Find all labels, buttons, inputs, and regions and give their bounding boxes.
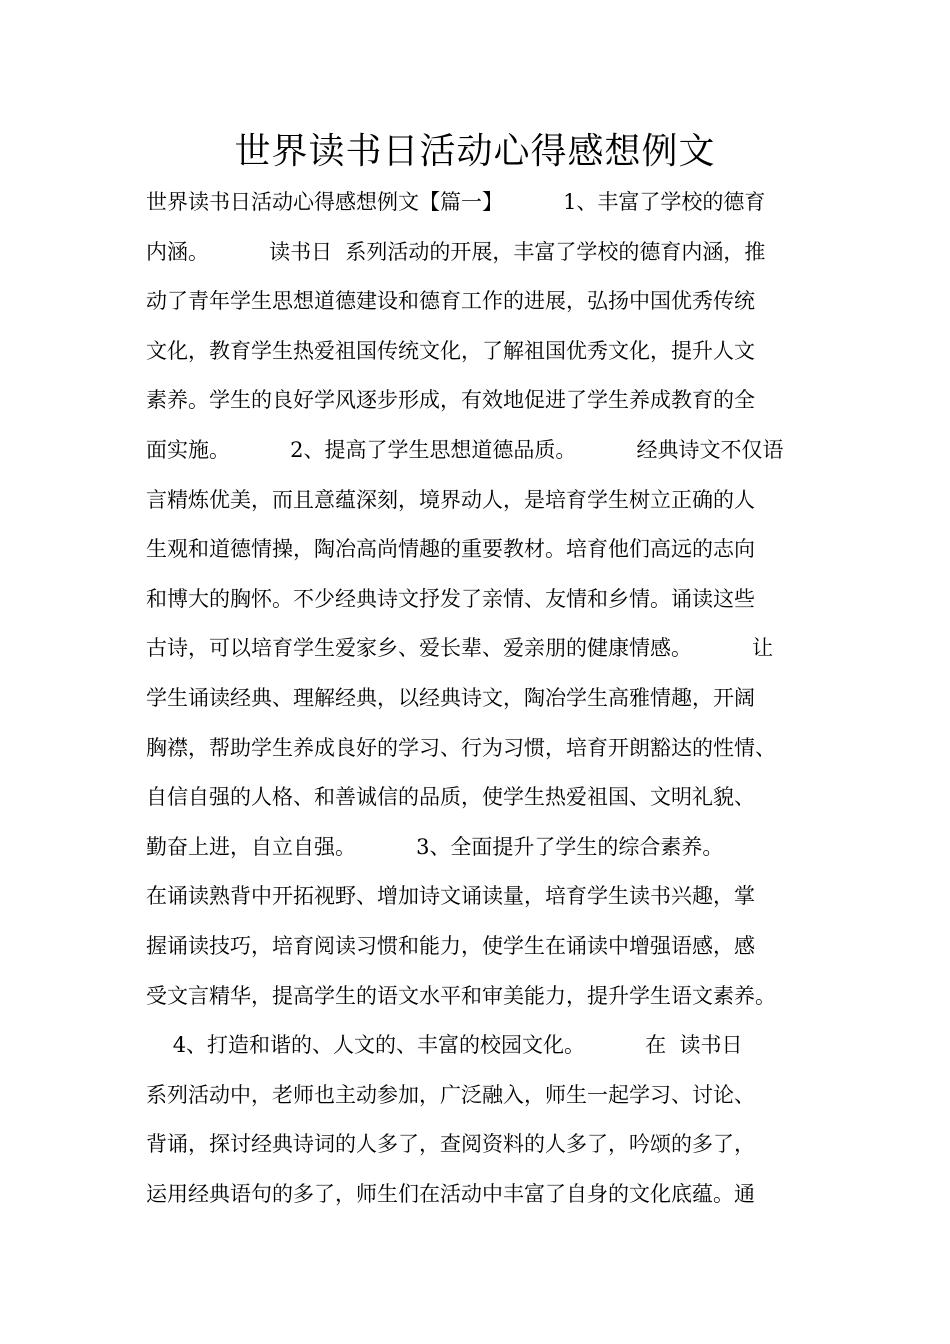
document-body xyxy=(146,178,826,1219)
text-line: 学生诵读经典、理解经典，以经典诗文，陶冶学生高雅情趣，开阔 xyxy=(146,685,755,710)
text-line: 面实施。 2、提高了学生思想道德品质。 经典诗文不仅语 xyxy=(146,437,784,462)
text-line: 和博大的胸怀。不少经典诗文抒发了亲情、友情和乡情。诵读这些 xyxy=(146,586,755,611)
document-title: 世界读书日活动心得感想例文 xyxy=(234,131,716,172)
text-line: 系列活动中，老师也主动参加，广泛融入，师生一起学习、讨论、 xyxy=(146,1082,755,1107)
text-line: 动了青年学生思想道德建设和德育工作的进展，弘扬中国优秀传统 xyxy=(146,289,755,314)
text-line: 古诗，可以培育学生爱家乡、爱长辈、爱亲朋的健康情感。 让 xyxy=(146,636,774,661)
text-line: 握诵读技巧，培育阅读习惯和能力，使学生在诵读中增强语感，感 xyxy=(146,933,755,958)
text-line: 生观和道德情操，陶冶高尚情趣的重要教材。培育他们高远的志向 xyxy=(146,537,755,562)
text-line: 自信自强的人格、和善诚信的品质，使学生热爱祖国、文明礼貌、 xyxy=(146,785,755,810)
text-line: 言精炼优美，而且意蕴深刻，境界动人，是培育学生树立正确的人 xyxy=(146,487,755,512)
text-line: 运用经典语句的多了，师生们在活动中丰富了自身的文化底蕴。通 xyxy=(146,1181,755,1206)
text-line: 文化，教育学生热爱祖国传统文化，了解祖国优秀文化，提升人文 xyxy=(146,338,755,363)
text-line: 世界读书日活动心得感想例文【篇一】 1、丰富了学校的德育 xyxy=(146,190,766,214)
text-line: 4、打造和谐的、人文的、丰富的校园文化。 在 读书日 xyxy=(146,1033,743,1058)
text-line: 勤奋上进，自立自强。 3、全面提升了学生的综合素养。 xyxy=(146,834,724,859)
text-line: 在诵读熟背中开拓视野、增加诗文诵读量，培育学生读书兴趣，掌 xyxy=(146,884,755,909)
text-line: 受文言精华，提高学生的语文水平和审美能力，提升学生语文素养。 xyxy=(146,983,776,1008)
text-line: 内涵。 读书日 系列活动的开展，丰富了学校的德育内涵，推 xyxy=(146,239,766,264)
text-line: 素养。学生的良好学风逐步形成，有效地促进了学生养成教育的全 xyxy=(146,388,755,413)
text-line: 背诵，探讨经典诗词的人多了，查阅资料的人多了，吟颂的多了， xyxy=(146,1132,755,1157)
text-line: 胸襟，帮助学生养成良好的学习、行为习惯，培育开朗豁达的性情、 xyxy=(146,735,776,760)
